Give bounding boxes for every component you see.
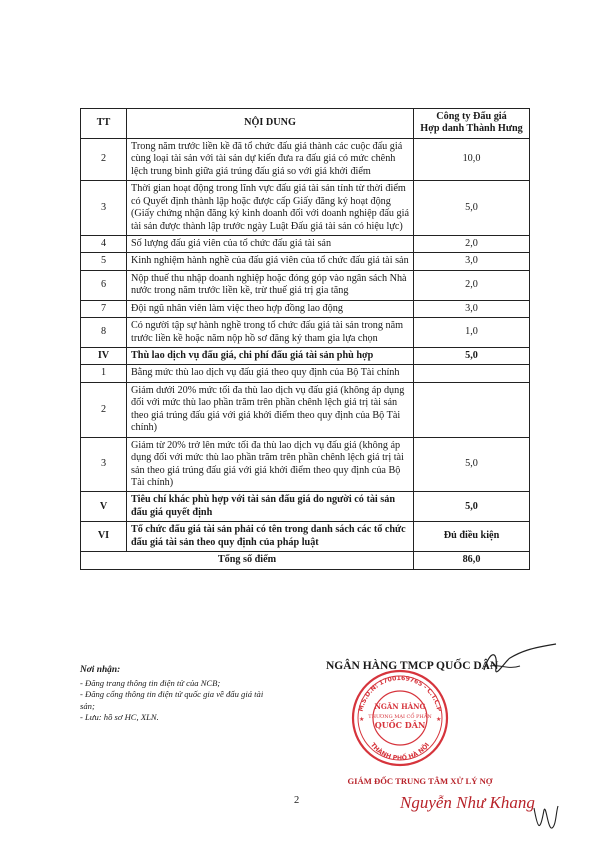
row-score: 5,0 [414, 348, 530, 365]
row-tt: IV [81, 348, 127, 365]
row-score: 5,0 [414, 437, 530, 492]
table-row [81, 253, 530, 270]
row-score: Đủ điều kiện [414, 522, 530, 552]
row-tt: 3 [81, 181, 127, 236]
signature-scribble-icon [480, 640, 560, 685]
row-score: 10,0 [414, 138, 530, 180]
row-score: 5,0 [414, 181, 530, 236]
signer-name: Nguyễn Như Khang [400, 793, 535, 812]
total-score: 86,0 [414, 552, 530, 569]
table-row [81, 437, 530, 492]
initial-scribble-icon [530, 800, 560, 835]
table-row [81, 270, 530, 300]
signer-title: GIÁM ĐỐC TRUNG TÂM XỬ LÝ NỢ [347, 776, 493, 786]
row-tt: V [81, 492, 127, 522]
svg-text:THƯƠNG MẠI CỔ PHẦN: THƯƠNG MẠI CỔ PHẦN [368, 714, 432, 720]
row-score: 2,0 [414, 270, 530, 300]
table-row [81, 522, 530, 552]
recipients-block [80, 664, 280, 723]
row-content: Tổ chức đấu giá tài sản phải có tên trong danh sách các tổ chức đấu giá tài sản theo quy định của pháp luật [127, 522, 414, 552]
row-score: 2,0 [414, 235, 530, 252]
row-content: Kinh nghiệm hành nghề của đấu giá viên của tổ chức đấu giá tài sản [127, 253, 414, 270]
row-tt: 8 [81, 318, 127, 348]
svg-text:★: ★ [359, 717, 365, 723]
table-row [81, 348, 530, 365]
row-content: Số lượng đấu giá viên của tổ chức đấu giá tài sản [127, 235, 414, 252]
table-row [81, 235, 530, 252]
header-company-line2: Hợp danh Thành Hưng [420, 123, 523, 135]
page-number: 2 [294, 795, 300, 806]
row-tt: 4 [81, 235, 127, 252]
table-row [81, 181, 530, 236]
recipients-heading: Nơi nhận: [80, 665, 121, 675]
row-score: 3,0 [414, 253, 530, 270]
header-content: NỘI DUNG [127, 109, 414, 139]
header-company [414, 109, 530, 139]
svg-text:NGÂN HÀNG: NGÂN HÀNG [374, 702, 426, 711]
svg-text:★: ★ [436, 717, 442, 723]
header-tt: TT [81, 109, 127, 139]
table-header-row [81, 109, 530, 139]
row-tt: 6 [81, 270, 127, 300]
svg-text:QUỐC DÂN: QUỐC DÂN [374, 720, 426, 730]
row-score [414, 382, 530, 437]
table-row [81, 492, 530, 522]
row-tt: 1 [81, 365, 127, 382]
row-score: 3,0 [414, 300, 530, 317]
table-row [81, 300, 530, 317]
row-content: Bằng mức thù lao dịch vụ đấu giá theo quy định của Bộ Tài chính [127, 365, 414, 382]
row-tt: VI [81, 522, 127, 552]
list-item: - Lưu: hồ sơ HC, XLN. [80, 711, 159, 722]
row-tt: 2 [81, 382, 127, 437]
list-item: - Đăng cổng thông tin điện tử quốc gia về đấu giá tài sản; [80, 689, 264, 711]
row-content: Có người tập sự hành nghề trong tổ chức đấu giá tài sản trong năm trước liền kề hoặc năm nộp hồ sơ đăng ký tham gia lựa chọn [127, 318, 414, 348]
row-tt: 2 [81, 138, 127, 180]
list-item: - Đăng trang thông tin điện tử của NCB; [80, 678, 221, 689]
total-row [81, 552, 530, 569]
row-content: Trong năm trước liền kề đã tổ chức đấu giá thành các cuộc đấu giá cùng loại tài sản với tài sản dự kiến đưa ra đấu giá có mức chênh lệch trung bình giữa giá trúng đấu giá so với giá khởi điểm [127, 138, 414, 180]
table-row [81, 138, 530, 180]
row-content: Giảm dưới 20% mức tối đa thù lao dịch vụ đấu giá (không áp dụng đối với mức thù lao phần trăm trên phần chênh lệch giá trị tài sản theo giá trúng đấu giá với giá khởi điểm theo quy định của Bộ Tài chính) [127, 382, 414, 437]
table-row [81, 318, 530, 348]
row-score [414, 365, 530, 382]
recipients-list [80, 678, 280, 723]
row-tt: 7 [81, 300, 127, 317]
svg-text:THÀNH PHỐ HÀ NỘI: THÀNH PHỐ HÀ NỘI [368, 741, 432, 763]
header-company-line1: Công ty Đấu giá [436, 111, 507, 122]
row-content: Thời gian hoạt động trong lĩnh vực đấu giá tài sản tính từ thời điểm có Quyết định thành lập hoặc được cấp Giấy đăng ký hoạt động (Giấy chứng nhận đăng ký kinh doanh đối với doanh nghiệp đấu giá tài sản được thành lập trước ngày Luật Đấu giá tài sản có hiệu lực) [127, 181, 414, 236]
organization-name: NGÂN HÀNG TMCP QUỐC DÂN [326, 660, 499, 672]
table-row [81, 382, 530, 437]
row-content: Thù lao dịch vụ đấu giá, chi phí đấu giá tài sản phù hợp [127, 348, 414, 365]
row-content: Giảm từ 20% trở lên mức tối đa thù lao dịch vụ đấu giá (không áp dụng đối với mức thù lao phần trăm trên phần chênh lệch giá trị tài sản theo giá trúng đấu giá với giá khởi điểm theo quy định của Bộ Tài chính) [127, 437, 414, 492]
company-seal-icon [350, 668, 450, 768]
row-tt: 3 [81, 437, 127, 492]
scoring-table [80, 108, 530, 570]
total-label: Tổng số điểm [81, 552, 414, 569]
row-score: 5,0 [414, 492, 530, 522]
row-content: Nộp thuế thu nhập doanh nghiệp hoặc đóng góp vào ngân sách Nhà nước trong năm trước liền kề, trừ thuế giá trị gia tăng [127, 270, 414, 300]
row-content: Đội ngũ nhân viên làm việc theo hợp đồng lao động [127, 300, 414, 317]
row-score: 1,0 [414, 318, 530, 348]
table-row [81, 365, 530, 382]
row-tt: 5 [81, 253, 127, 270]
row-content: Tiêu chí khác phù hợp với tài sản đấu giá do người có tài sản đấu giá quyết định [127, 492, 414, 522]
svg-text:M.S.D.N: 1700169765 - C.T.C.P: M.S.D.N: 1700169765 - C.T.C.P [357, 674, 443, 713]
table-body [81, 138, 530, 551]
